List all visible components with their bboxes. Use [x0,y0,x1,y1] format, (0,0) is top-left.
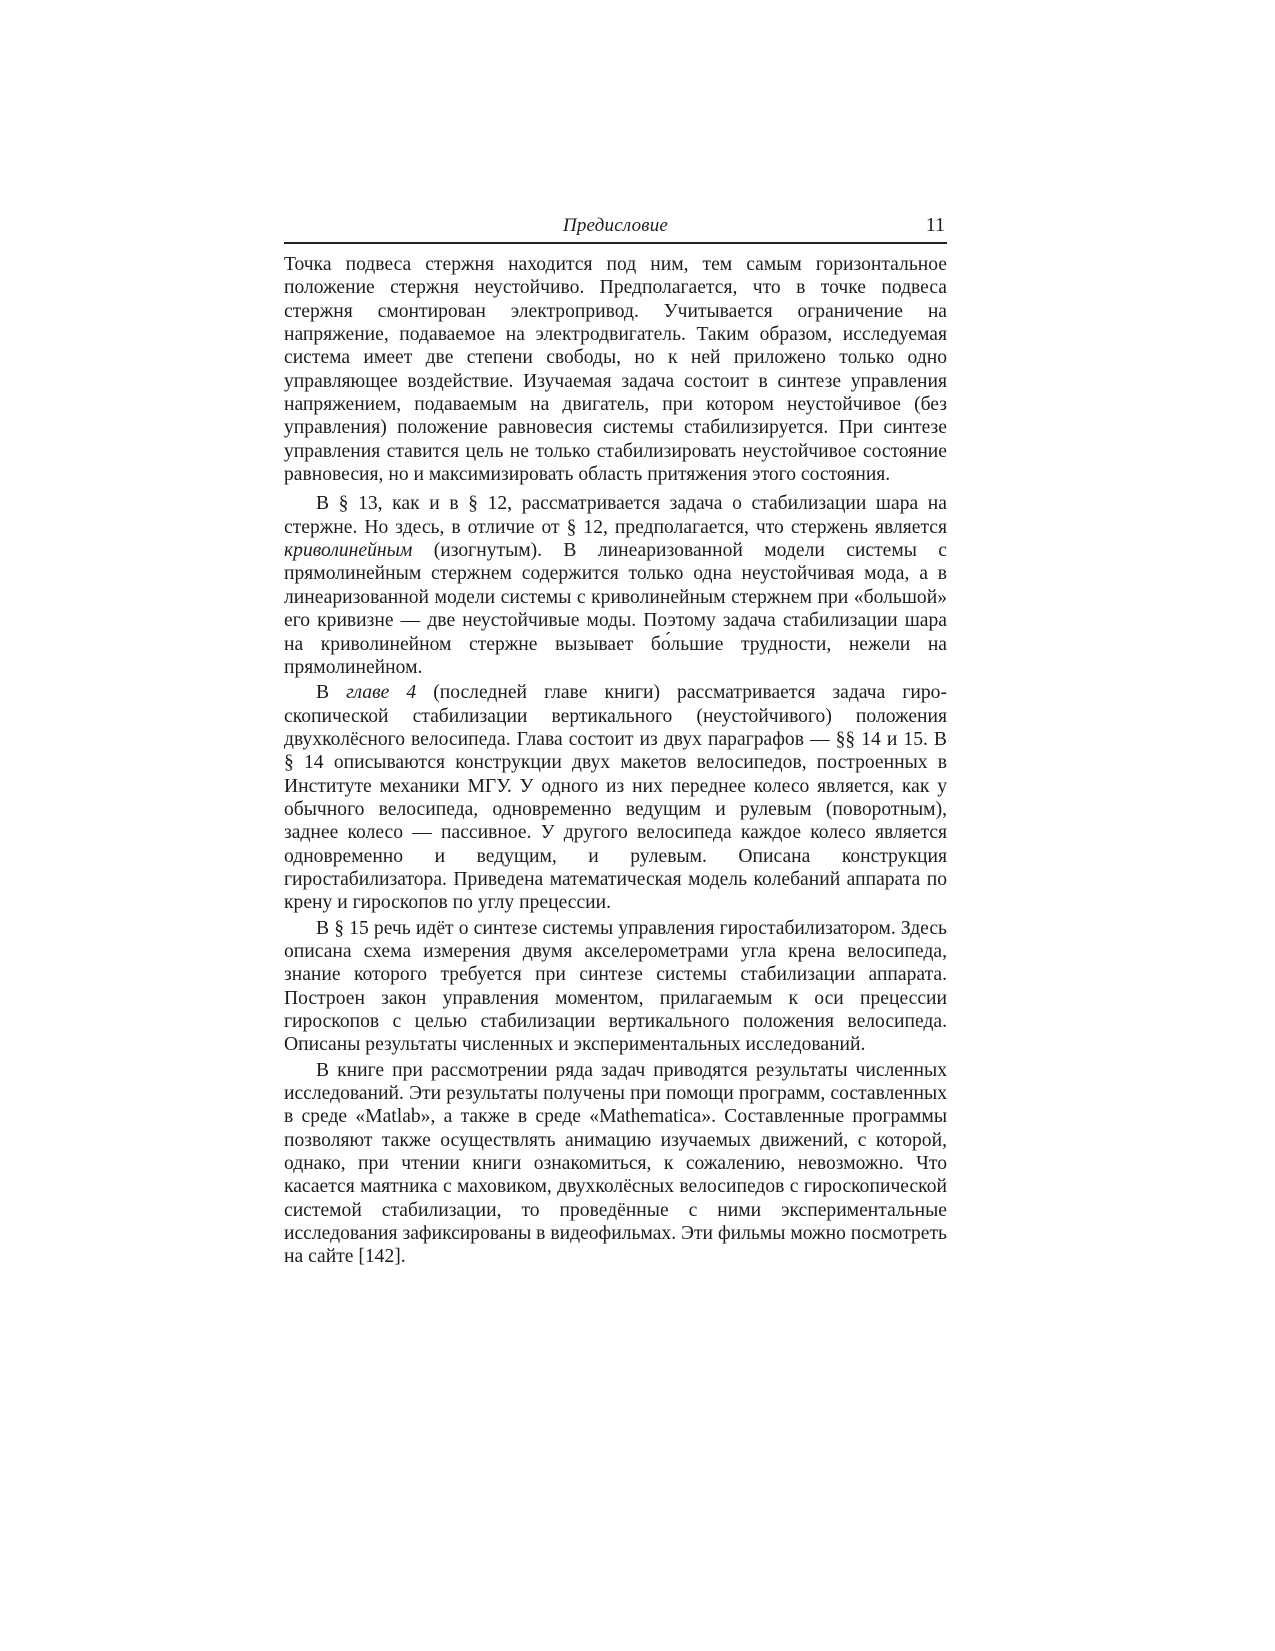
paragraph-2-text-before: В § 13, как и в § 12, рассматривается задача о стабилизации шара на стержне. Но здесь, в отличие от § 12, предполагается, что стержень является [284,493,947,538]
paragraph-3-text-before: В [316,682,347,704]
paragraph-3-emphasis: главе 4 [346,682,417,704]
body-text [284,253,947,1269]
running-title: Предисловие [562,215,669,236]
paragraph-3 [284,681,947,914]
paragraph-2-text-after: (изогнутым). В линеаризованной модели системы с прямолинейным стержнем содержится только одна неустойчивая мода, а в линеаризованной модели системы с криволинейным стержнем при «большой» его кривизне — две неустойчивые моды. Поэтому задача стабилизации шара на криволинейном стержне вызывает бо́льшие трудности, нежели на прямолинейном. [284,540,947,678]
paragraph-3-text-after: (последней главе книги) рассматривается задача гироскопической стабилизации вертикального (неустойчивого) положения двухколёсного велосипеда. Глава состоит из двух параграфов — §§ 14 и 15. В § 14 описываются конструкции двух макетов велосипедов, построенных в Институте механики МГУ. У одного из них переднее колесо является, как у обычного велосипеда, одновременно ведущим и рулевым (поворотным), заднее колесо — пассивное. У другого велосипеда каждое колесо является одновременно и ведущим, и рулевым. Описана конструкция гиростабилизатора. Приведена математическая модель колебаний аппарата по крену и гироскопов по углу прецессии. [284,682,947,914]
book-page [284,212,947,1269]
paragraph-4: В § 15 речь идёт о синтезе системы управления гиростабилизатором. Здесь описана схема измерения двумя акселерометрами угла крена велосипеда, знание которого требуется при синтезе системы стабилизации аппарата. Построен закон управления моментом, прилагаемым к оси прецессии гироскопов с целью стабилизации вертикального положения велосипеда. Описаны результаты численных и экспериментальных исследований. [284,917,947,1056]
paragraph-5: В книге при рассмотрении ряда задач приводятся результаты численных исследований. Эти результаты получены при помощи программ, составленных в среде «Matlab», а также в среде «Mathematica». Составленные программы позволяют также осуществлять анимацию изучаемых движений, с которой, однако, при чтении книги ознакомиться, к сожалению, невозможно. Что касается маятника с маховиком, двухколёсных велосипедов с гироскопической системой стабилизации, то проведённые с ними экспериментальные исследования зафиксированы в видеофильмах. Эти фильмы можно посмотреть на сайте [142]. [284,1059,947,1268]
paragraph-1: Точка подвеса стержня находится под ним, тем самым горизонтальное положение стержня неустойчиво. Предполагается, что в точке подвеса стержня смонтирован электропривод. Учитывается ограничение на напряжение, подаваемое на электродвигатель. Таким образом, исследуемая система имеет две степени свободы, но к ней приложено только одно управляющее воздействие. Изучаемая задача состоит в синтезе управления напряжением, подаваемым на двигатель, при котором неустойчивое (без управления) положение равновесия системы стабилизируется. При синтезе управления ставится цель не только стабилизировать неустойчивое состояние равновесия, но и максимизировать область притяжения этого состояния. [284,254,947,486]
paragraph-2-emphasis: криволинейным [284,540,413,562]
page-number: 11 [925,214,945,236]
paragraph-2 [284,492,947,679]
running-header [284,212,947,244]
